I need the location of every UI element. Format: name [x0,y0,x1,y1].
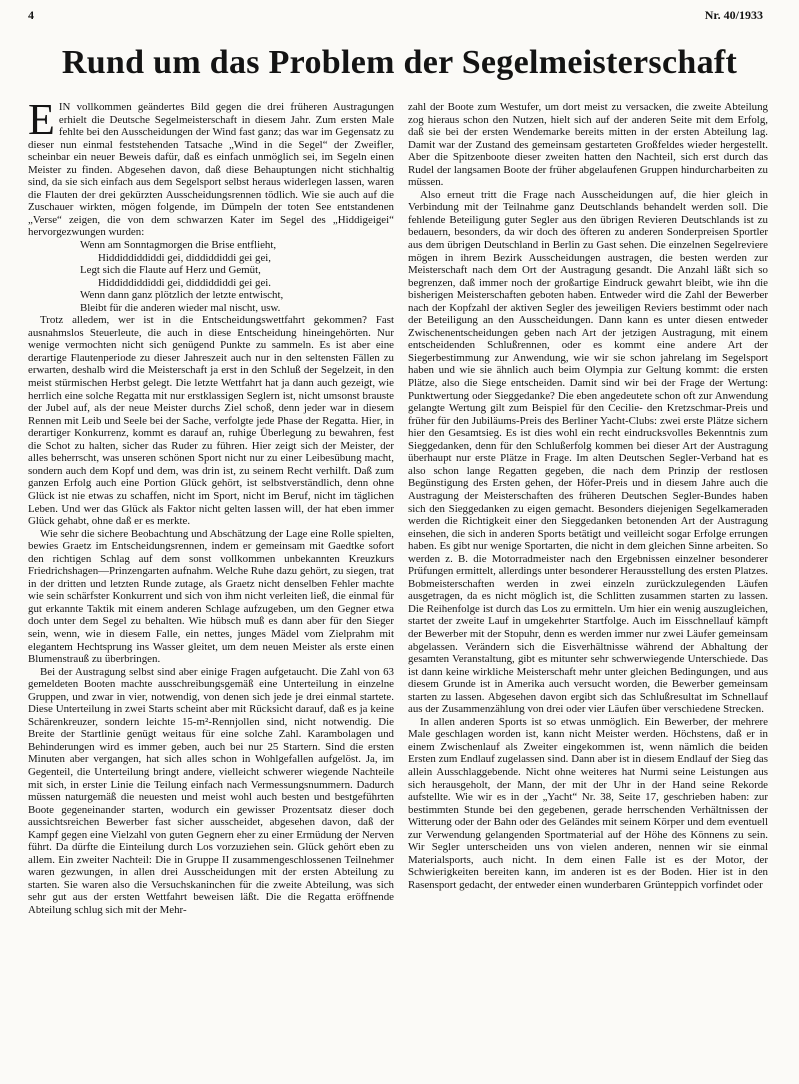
paragraph: Also erneut tritt die Frage nach Ausscheidungen auf, die hier gleich in Verbindung mit der Teilnahme ganz Deutschlands behandelt werden soll. Die fehlende Beteiligung guter Segler aus den übrigen Revieren Deutschlands ist zu bedauern, besonders, da wir doch des öfteren zu anderen Sonderpreisen Sportler aus dem übrigen Deutschland in Berlin zu Gast sehen. Die einzelnen Segelreviere mögen in ihrem Bezirk Ausscheidungen austragen, die besten werden zur Meisterschaft nach dem Ort der Austragung gesandt. Die Anzahl läßt sich so begrenzen, daß immer noch der großartige Eindruck gewahrt bleibt, wie ihn die bisherigen Meisterschaften geboten haben. Entweder wird die Zahl der Bewerber nach der Kopfzahl der aktiven Segler des jeweiligen Reviers bestimmt oder nach der Beteiligung an den Ausscheidungen. Dann kann es unter diesen entweder Zwischenentscheidungen geben nach Art der jetzigen Austragung, mit einem entscheidenden Schlußrennen, oder es kommt eine andere Art der Siegerbestimmung zur Anwendung, wie wir sie schon jahrelang im Segelsport haben und wie sie ähnlich auch beim Olympia zur Geltung kommt: die ersten Plätze, also die Siege entscheiden. Damit sind wir bei der Frage der Wertung: Punktwertung oder Sieggedanke? Die eben angedeutete schon oft zur Anwendung gelangte Wertung gilt zum Beispiel für den Cecilie- den Kretzschmar-Preis und früher für den Jubiläums-Preis des Berliner Yacht-Clubs: zwei erste Plätze sichern hier den Gesamtsieg. Es ist dies wohl ein recht eindrucksvolles Bekenntnis zum Sieggedanken, denn für den Schlußerfolg kommen bei dieser Art der Austragung überhaupt nur erste Plätze in Frage. Im alten Deutschen Segler-Verband hat es also schon lange Regatten gegeben, die nach dem Prinzip der restlosen Begünstigung des Ersten gehen, der Höfer-Preis und in diesem Jahre auch die Austragung der Meisterschaften des früheren Deutschen Segler-Bundes haben sich den Sieggedanken zu eigen gemacht. Besonders diejenigen Segelkameraden werden die Richtigkeit einer den Sieggedanken betonenden Art der Austragung einsehen, die sich in anderen Sports betätigt und veilleicht sogar Erfolge errungen haben. Es gibt nur wenige Sportarten, die nicht in dem gleichen Sinne arbeiten. So werden z. B. die Motorradmeister nach den Ergebnissen einzelner besonderer Prüfungen ermittelt, allerdings unter besonderer Herausstellung des ersten Platzes. Bobmeisterschaften werden in zwei einzeln zurückzulegenden Läufen ausgetragen, da es nicht möglich ist, die Schlitten zusammen starten zu lassen. Die Reihenfolge ist durch das Los zu ermitteln. Um hier ein wenig auszugleichen, startet der zweite Lauf in umgekehrter Startfolge. Auch im Eisschnellauf kämpft der Bewerber mit der Stopuhr, denn es werden immer nur zwei Läufer gemeinsam abgelassen. Verändern sich die Eisverhältnisse während der Abhaltung der gesamten Veranstaltung, gibt es mitunter sehr schwerwiegende Unterschiede. Das ist dann keine wirkliche Meisterschaft mehr unter gleichen Bedingungen, und aus diesem Grunde ist in Amerika auch versucht worden, die Bewerber gemeinsam starten zu lassen. Abgesehen davon ergibt sich das Schlußresultat im Schnellauf aus der Zusammenzählung von drei oder vier Läufen über verschiedene Strecken. [408,188,768,716]
verse-block [28,239,394,314]
verse-line: Bleibt für die anderen wieder mal nischt, usw. [80,301,281,314]
verse-line: Hiddiddiddiddi gei, diddiddiddi gei gei. [98,276,272,289]
paragraph: Bei der Austragung selbst sind aber einige Fragen aufgetaucht. Die Zahl von 63 gemeldeten Booten machte ausschreibungsgemäß eine Unterteilung in einzelne Gruppen, und zwar in vier, notwendig, von denen sich jede je drei einmal startete. Diese Unterteilung in zwei Starts scheint aber mit Rücksicht darauf, daß es ja keine Schärenkreuzer, sondern leichte 15-m²-Rennjollen sind, nicht notwendig. Die Breite der Startlinie genügt weitaus für eine solche Zahl. Karambolagen und Behinderungen wird es immer geben, auch bei nur 25 Startern. Sind die ersten Minuten aber vergangen, hat sich alles schon in Wohlgefallen aufgelöst. Ja, im Gegenteil, die Unterteilung bringt andere, vielleicht schwerer wiegende Nachteile mit sich, in erster Linie die Teilung einfach nach Vermessungsnummern. Dadurch müssen naturgemäß die neuesten und meist wohl auch besten und bestgeführten Boote gegeneinander starten, wodurch ein gewisser Prozentsatz dieser doch aussichtsreichen Bewerber fast sicher ausscheidet, abgesehen davon, daß der Kampf gegen eine Vielzahl von guten Gegnern eher zu einer Ermüdung der Nerven führt. Da dürfte die Einteilung durch Los vorzuziehen sein. Glück gehört eben zu allem. Ein zweiter Nachteil: Die in Gruppe II zusammengeschlossenen Teilnehmer waren gezwungen, in allen drei Ausscheidungen mit der ersten Abteilung zu starten. Sie waren also die Versuchskaninchen für die zweite Abteilung, was sich sehr gut aus der ersten Wettfahrt beweisen läßt. Die die Regatta eröffnende Abteilung schlug sich mit der Mehr- [28,665,394,916]
paragraph: EIN vollkommen geändertes Bild gegen die drei früheren Austragungen erhielt die Deutsche Segelmeisterschaft in diesem Jahr. Zum ersten Male fehlte bei den Ausscheidungen der Wind fast ganz; das war im Gegensatz zu dieser nun einmal feststehenden Tatsache „Wind in die Segel“ der Zweifler, scheinbar ein neuer Beweis dafür, daß es einfach unmöglich sei, im Segeln einen Meister zu finden. Abgesehen davon, daß diese Behauptungen nicht stichhaltig sind, da sie sich einfach aus dem Segelsport selbst heraus widerlegen lassen, waren die Flauten der drei gekürzten Ausscheidungsrennen tödlich. Wie sie auch auf die Zuschauer wirkten, mögen folgende, im Dümpeln der toten See entstandenen „Verse“ zeigen, die von dem schwarzen Kater im Segel des „Hiddigeigei“ hervorgezwungen wurden: [28,101,394,239]
page-header [28,8,763,28]
paragraph: Trotz alledem, wer ist in die Entscheidungswettfahrt gekommen? Fast ausnahmslos Steuerleute, die auch in diese Entscheidung hineingehörten. Nur wenige vermochten nicht sich genügend Punkte zu sammeln. Es ist aber eine derartige Flautenperiode zu dieser Jahreszeit auch nur in den seltensten Fällen zu erwarten, deshalb wird die Meisterschaft ja erst in den Schluß der Segelzeit, in den meist stürmischen Herbst gelegt. Die letzte Wettfahrt hat ja dann auch gezeigt, wie herrlich eine solche Regatta mit nur erstklassigen Seglern ist, nicht umsonst brauste der Jubel auf, als der neue Meister durchs Ziel schoß, denn jeder war in diesem Rennen mit Leib und Seele bei der Sache, verfolgte jede Phase der Regatta. Hier, in derartiger Konkurrenz, kommt es darauf an, ruhige Überlegung zu bewahren, fest die Schot zu halten, sicher das Ruder zu führen. Hier zeigt sich der Meister, der alles beherrscht, was unseren schönen Sport nicht nur zu einer Leibesübung macht, sondern auch dem Kopf und dem, was drin ist, zu seinem Recht verhilft. Daß zum ganzen Erfolg auch eine Portion Glück gehört, ist selbstverständlich, denn ohne Glück ist nie etwas zu schaffen, nicht im Sport, nicht im Beruf, nicht im täglichen Leben. Und wer das Glück als Faktor nicht gelten lassen will, der hat eben immer Glück gehabt, ohne daß er es merkte. [28,314,394,528]
issue-label: Nr. 40/1933 [704,8,763,22]
page-number: 4 [28,8,34,22]
verse-line: Wenn dann ganz plötzlich der letzte entwischt, [80,289,284,302]
article-column-right [408,101,768,1071]
verse-line: Legt sich die Flaute auf Herz und Gemüt, [80,264,261,277]
verse-line: Wenn am Sonntagmorgen die Brise entflieht, [80,239,277,252]
verse-line: Hiddiddiddiddi gei, diddiddiddi gei gei, [98,251,272,264]
article-title: Rund um das Problem der Segelmeisterschaft [61,44,738,81]
paragraph: In allen anderen Sports ist so etwas unmöglich. Ein Bewerber, der mehrere Male geschlagen worden ist, kann nicht Meister werden. Höchstens, daß er in einem Zwischenlauf als Zweiter eingekommen ist, wenn nämlich die beiden Ersten zum Endlauf zugelassen sind. Dann aber ist in diesem Endlauf der Sieg das allein Ausschlaggebende. Nicht ohne weiteres hat Nurmi seine Leistungen aus sich herausgeholt, der Mann, der mit der Uhr in der Hand seine Rekorde aufstellte. Wie wir es in der „Yacht“ Nr. 38, Seite 17, geschrieben haben: zur bestimmten Stunde bei den gegebenen, gerade herrschenden Verhältnissen der Witterung oder der Bahn oder des Geländes mit seinem Körper und dem eventuell zur Verwendung gelangenden Sportmaterial auf der Höhe des Könnens zu sein. Wir Segler unterscheiden uns von vielen anderen, nennen wir sie einmal Materialsports, auch nicht. In dem einen Falle ist es der Motor, der Schwierigkeiten bereiten kann, im anderen ist es der Boden. Hier ist in den Rasensport gedacht, der entweder einen wunderbaren Grünteppich vorfindet oder [408,715,768,891]
paragraph: Wie sehr die sichere Beobachtung und Abschätzung der Lage eine Rolle spielten, bewies Graetz im Entscheidungsrennen, indem er gemeinsam mit Gaedtke sofort den richtigen Schlag auf dem sonst vollkommen unbekannten Kreuzkurs Friedrichshagen—Prinzengarten aufnahm. Welche Ruhe dazu gehört, zu siegen, trat in der dritten und letzten Runde zutage, als Graetz nicht denselben Fehler machte wie sein schärfster Konkurrent und sich von ihm nicht verleiten ließ, die einmal für gut erkannte Taktik mit einem anderen Schlage aufzugeben, um den Gegner etwa doch unter dem Segel zu behalten. Wie hübsch muß es dann aber für den Sieger sein, wenn, wie in diesem Falle, ein nettes, junges Mädel vom Zielprahm mit elegantem Hechtsprung ins Wasser gleitet, um dem neuen Meister als erste einen Blumenstrauß zu überbringen. [28,527,394,666]
article-column-left [28,101,394,1071]
drop-cap: E [28,101,55,144]
paragraph: zahl der Boote zum Westufer, um dort meist zu versacken, die zweite Abteilung zog hieraus schon den Nutzen, hielt sich auf der anderen Seite mit dem Erfolg, daß sie bei der ersten Wendemarke bereits mitten in der ersten Abteilung lag. Damit war der Zustand des gemeinsam gestarteten Großfeldes wieder hergestellt. Aber die Spitzenboote dieser zweiten hatten den Nachteil, sich erst durch das Rudel der langsamen Boote der früher abgelaufenen Gruppen hindurcharbeiten zu müssen. [408,101,768,189]
